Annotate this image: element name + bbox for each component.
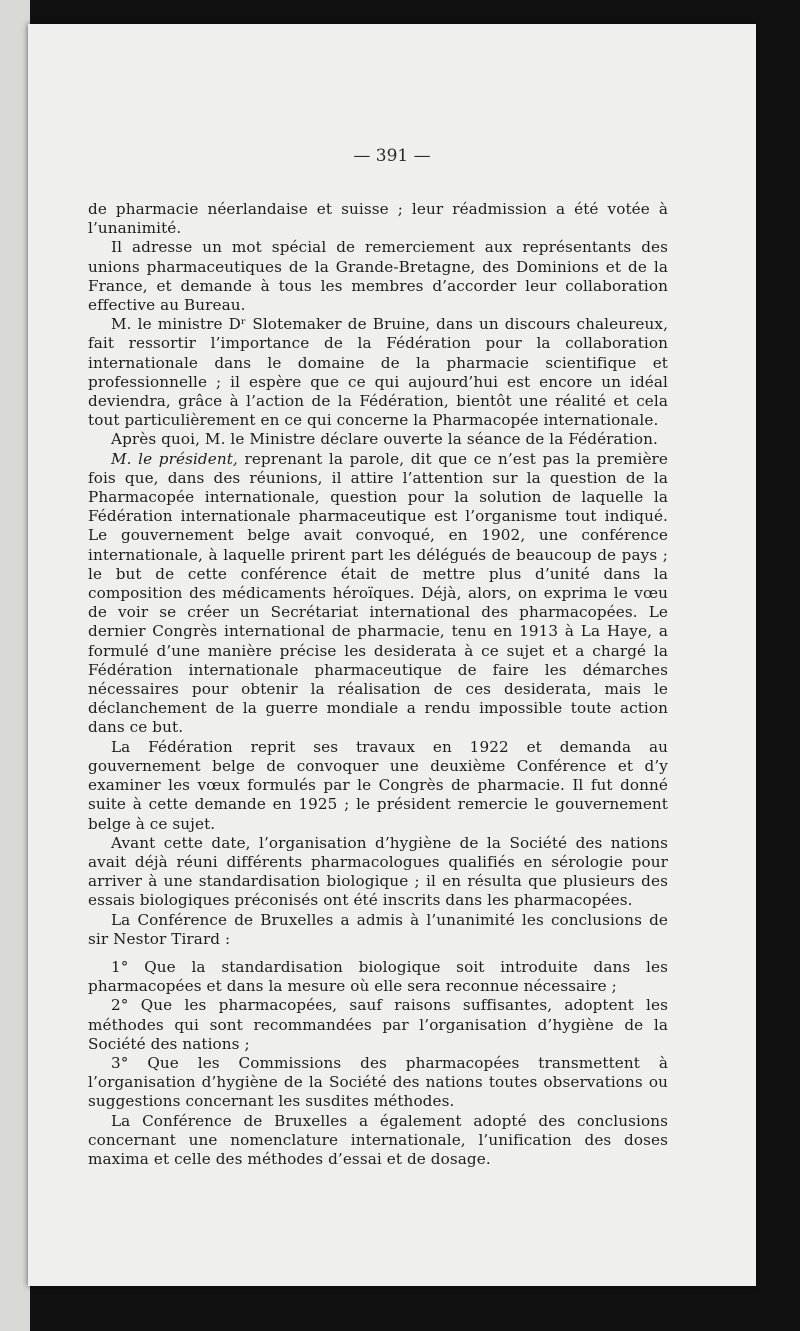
paragraph-4: Après quoi, M. le Ministre déclare ouverte la séance de la Fédération. [111,430,658,449]
page-number: — 391 — [353,146,431,166]
paragraph-2: Il adresse un mot spécial de remerciement aux représentants des unions pharmaceutiques de la Grande-Bretagne, des Dominions et de la France, et demande à tous les membres d’accorder leur collaboration effective au Bureau. [88,238,668,315]
paragraph-3: M. le ministre Dʳ Slotemaker de Bruine, dans un discours chaleureux, fait ressortir l’importance de la Fédération pour la collaboration internationale dans le domaine de la pharmacie scientifique et professionnelle ; il espère que ce qui aujourd’hui est encore un idéal deviendra, grâce à l’action de la Fédération, bientôt une réalité et cela tout particulièrement en ce qui concerne la Pharmacopée internationale. [88,315,668,430]
body-text [88,200,668,1169]
paragraph-final: La Conférence de Bruxelles a également adopté des conclusions concernant une nomenclature internationale, l’unification des doses maxima et celle des méthodes d’essai et de dosage. [88,1111,668,1168]
paragraph-1: de pharmacie néerlandaise et suisse ; leur réadmission a été votée à l’unanimité. [88,200,668,238]
paragraph-8: La Conférence de Bruxelles a admis à l’unanimité les conclusions de sir Nestor Tirard : [88,910,668,948]
paragraph-6: La Fédération reprit ses travaux en 1922 et demanda au gouvernement belge de convoquer une deuxième Conférence et d’y examiner les vœux formulés par le Congrès de pharmacie. Il fut donné suite à cette demande en 1925 ; le président remercie le gouvernement belge à ce sujet. [88,737,668,833]
paragraph-7: Avant cette date, l’organisation d’hygiène de la Société des nations avait déjà réuni différents pharmacologues qualifiés en sérologie pour arriver à une standardisation biologique ; il en résulta que plusieurs des essais biologiques préconisés ont été inscrits dans les pharmacopées. [88,833,668,910]
list-item-3: 3° Que les Commissions des pharmacopées transmettent à l’organisation d’hygiène de la Société des nations toutes observations ou suggestions concernant les susdites méthodes. [88,1053,668,1111]
italic-lead: M. le président, [111,449,238,468]
paragraph-5-text: reprenant la parole, dit que ce n’est pas la première fois que, dans des réunions, il attire l’attention sur la question de la Pharmacopée internationale, question pour la solution de laquelle la Fédération internationale pharmaceutique est l’organisme tout indiqué. Le gouvernement belge avait convoqué, en 1902, une conférence internationale, à laquelle prirent part les délégués de beaucoup de pays ; le but de cette conférence était de mettre plus d’unité dans la composition des médicaments héroïques. Déjà, alors, on exprima le vœu de voir se créer un Secrétariat international des pharmacopées. Le dernier Congrès international de pharmacie, tenu en 1913 à La Haye, a formulé d’une manière précise les desiderata à ce sujet et a chargé la Fédération internationale pharmaceutique de faire les démarches nécessaires pour obtenir la réalisation de ces desiderata, mais le déclanchement de la guerre mondiale a rendu impossible toute action dans ce but. [88,449,668,737]
list-item-1: 1° Que la standardisation biologique soit introduite dans les pharmacopées et dans la mesure où elle sera reconnue nécessaire ; [88,957,668,996]
list-item-2: 2° Que les pharmacopées, sauf raisons suffisantes, adoptent les méthodes qui sont recommandées par l’organisation d’hygiène de la Société des nations ; [88,996,668,1053]
adjacent-page-edge [0,0,30,1331]
paragraph-5 [88,450,668,738]
book-page [28,24,756,1286]
